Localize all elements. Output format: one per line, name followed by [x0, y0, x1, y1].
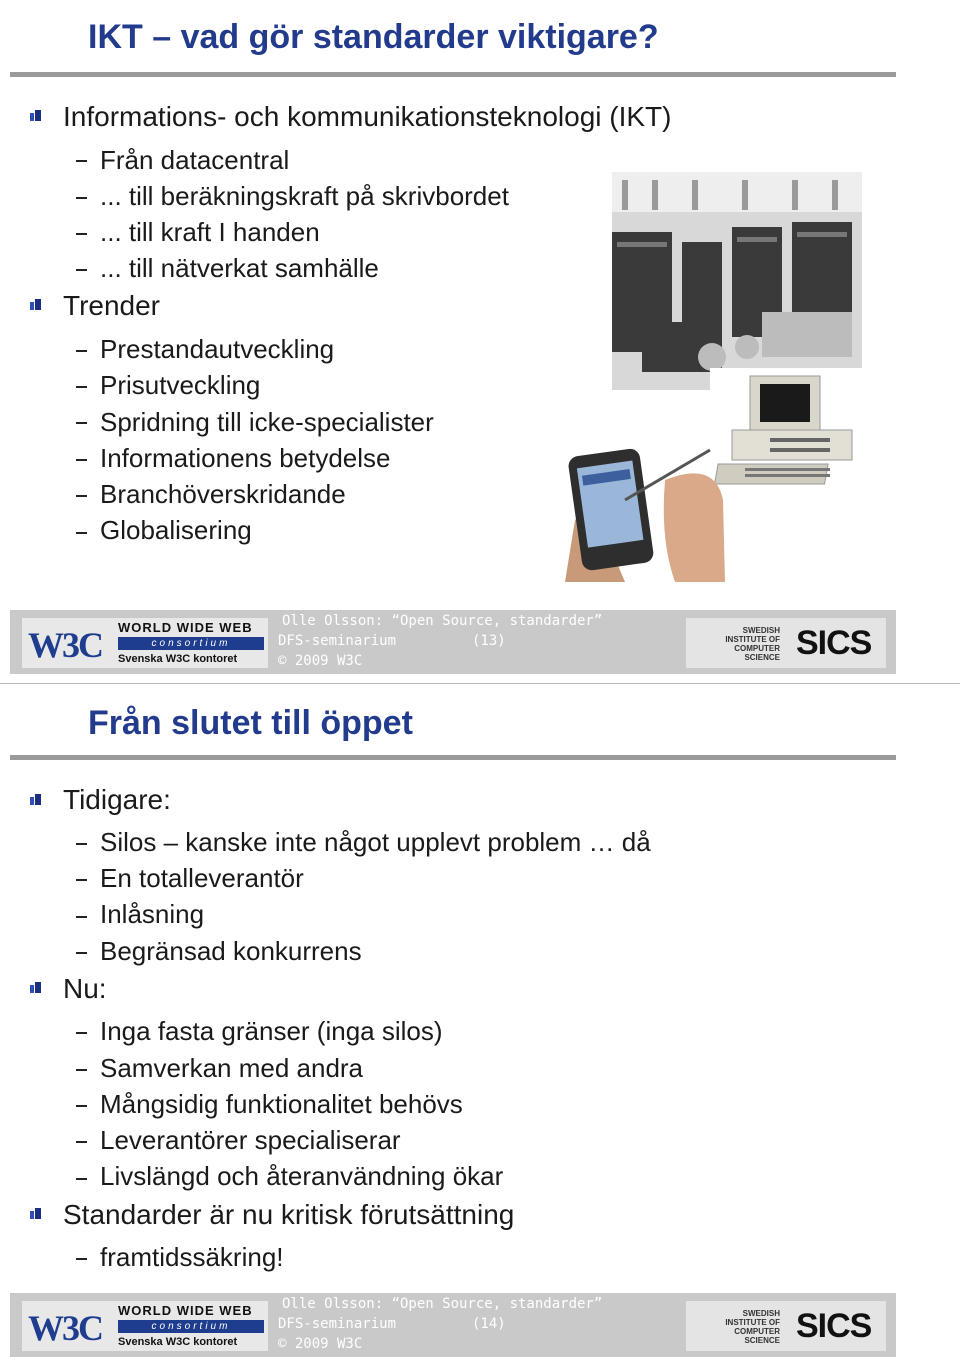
dash-icon [76, 1178, 87, 1180]
list-item: Mångsidig funktionalitet behövs [100, 1089, 463, 1119]
wwwc-label: WORLD WIDE WEB [118, 620, 253, 635]
dash-icon [76, 532, 87, 534]
sics-small-label: SWEDISH INSTITUTE OF COMPUTER SCIENCE [725, 626, 780, 662]
dash-icon [76, 1141, 87, 1143]
pc-photo [710, 368, 870, 493]
list-item: Informations- och kommunikationsteknologi (IKT) [63, 101, 672, 132]
slide-footer [10, 1293, 896, 1357]
list-item: Nu: [63, 973, 107, 1004]
dash-icon [76, 916, 87, 918]
slide-title: IKT – vad gör standarder viktigare? [88, 18, 659, 56]
title-rule [10, 755, 896, 760]
dash-icon [76, 459, 87, 461]
consortium-label: consortium [118, 637, 264, 650]
footer-author: Olle Olsson: “Open Source, standarder” [282, 1296, 603, 1312]
footer-copyright: © 2009 W3C [278, 653, 363, 669]
slide-14 [0, 684, 960, 1367]
footer-page: (14) [472, 1316, 506, 1332]
w3c-mark: W3C [28, 625, 102, 665]
list-item: Silos – kanske inte något upplevt problem … då [100, 827, 651, 857]
sics-logo [686, 618, 886, 668]
list-item: ... till nätverkat samhälle [100, 253, 379, 283]
list-item: Inlåsning [100, 899, 205, 929]
bullet-icon [30, 1208, 41, 1219]
w3c-mark: W3C [28, 1308, 102, 1348]
kontoret-label: Svenska W3C kontoret [118, 653, 238, 665]
mainframe-photo [612, 172, 862, 390]
dash-icon [76, 350, 87, 352]
dash-icon [76, 952, 87, 954]
list-item: Prestandautveckling [100, 334, 335, 364]
list-item: En totalleverantör [100, 863, 304, 893]
dash-icon [76, 1258, 87, 1260]
list-item: framtidssäkring! [100, 1242, 284, 1272]
list-item: ... till beräkningskraft på skrivbordet [100, 181, 509, 211]
list-item: Globalisering [100, 515, 252, 545]
sics-small-label: SWEDISH INSTITUTE OF COMPUTER SCIENCE [725, 1309, 780, 1345]
dash-icon [76, 843, 87, 845]
bullet-icon [30, 299, 41, 310]
footer-event: DFS-seminarium [278, 633, 397, 649]
consortium-label: consortium [118, 1320, 264, 1333]
dash-icon [76, 160, 87, 162]
list-item: Leverantörer specialiserar [100, 1125, 401, 1155]
w3c-logo [22, 1301, 268, 1351]
dash-icon [76, 1069, 87, 1071]
slide-footer [10, 610, 896, 674]
wwwc-label: WORLD WIDE WEB [118, 1303, 253, 1318]
list-item: Livslängd och återanvändning ökar [100, 1161, 504, 1191]
list-item: Samverkan med andra [100, 1053, 364, 1083]
list-item: Spridning till icke-specialister [100, 407, 434, 437]
dash-icon [76, 1032, 87, 1034]
bullet-icon [30, 982, 41, 993]
sics-big-label: SICS [796, 1307, 872, 1345]
slide-13 [0, 0, 960, 683]
list-item: Prisutveckling [100, 370, 261, 400]
list-item: Från datacentral [100, 145, 290, 175]
dash-icon [76, 1105, 87, 1107]
list-item: Standarder är nu kritisk förutsättning [63, 1199, 515, 1230]
dash-icon [76, 197, 87, 199]
list-item: Trender [63, 290, 161, 321]
sics-big-label: SICS [796, 624, 872, 662]
sics-logo [686, 1301, 886, 1351]
footer-page: (13) [472, 633, 506, 649]
kontoret-label: Svenska W3C kontoret [118, 1336, 238, 1348]
title-rule [10, 72, 896, 77]
bullet-icon [30, 110, 41, 121]
pda-photo [565, 440, 725, 582]
dash-icon [76, 386, 87, 388]
footer-copyright: © 2009 W3C [278, 1336, 363, 1352]
list-item: Tidigare: [63, 784, 171, 815]
footer-author: Olle Olsson: “Open Source, standarder” [282, 613, 603, 629]
dash-icon [76, 495, 87, 497]
dash-icon [76, 879, 87, 881]
footer-event: DFS-seminarium [278, 1316, 397, 1332]
slide-title: Från slutet till öppet [88, 704, 413, 742]
list-item: Begränsad konkurrens [100, 936, 362, 966]
w3c-logo [22, 618, 268, 668]
list-item: Informationens betydelse [100, 443, 391, 473]
dash-icon [76, 233, 87, 235]
list-item: ... till kraft I handen [100, 217, 320, 247]
list-item: Branchöverskridande [100, 479, 346, 509]
dash-icon [76, 422, 87, 424]
list-item: Inga fasta gränser (inga silos) [100, 1016, 443, 1046]
bullet-icon [30, 794, 41, 805]
dash-icon [76, 269, 87, 271]
